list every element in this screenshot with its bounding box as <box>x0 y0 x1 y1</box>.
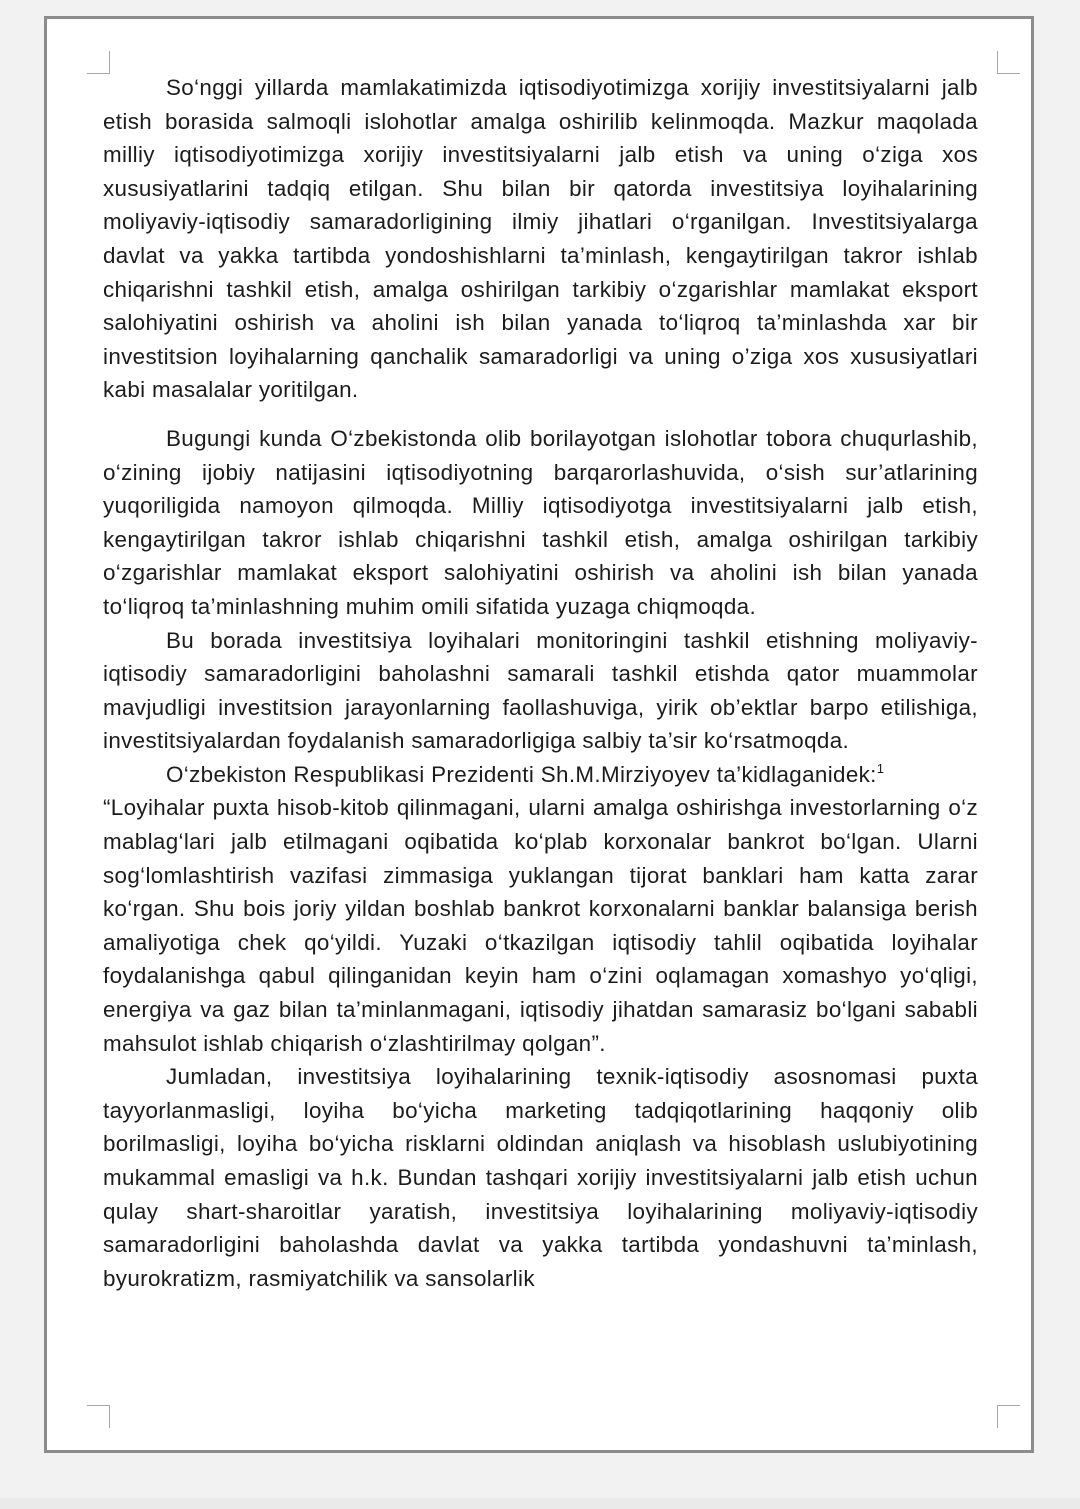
document-body <box>103 71 978 1295</box>
paragraph-4 <box>103 758 978 792</box>
footnote-reference[interactable]: 1 <box>876 760 885 776</box>
margin-corner-bottom-left <box>87 1405 110 1428</box>
bottom-strip <box>0 1498 1080 1509</box>
paragraph-6: Jumladan, investitsiya loyihalarining texnik-iqtisodiy asosnomasi puxta tayyorlanmasligi, loyiha bo‘yicha marketing tadqiqotlarining haqqoniy olib borilmasligi, loyiha bo‘yicha risklarni oldindan aniqlash va hisoblash uslubiyotining mukammal emasligi va h.k. Bundan tashqari xorijiy investitsiyalarni jalb etish uchun qulay shart-sharoitlar yaratish, investitsiya loyihalarining moliyaviy-iqtisodiy samaradorligini baholashda davlat va yakka tartibda yondashuvni ta’minlash, byurokratizm, rasmiyatchilik va sansolarlik <box>103 1064 978 1291</box>
quote-paragraph: “Loyihalar puxta hisob-kitob qilinmagani, ularni amalga oshirishga investorlarning o‘z mablag‘lari jalb etilmagani oqibatida ko‘plab korxonalar bankrot bo‘lgan. Ularni sog‘lomlashtirish vazifasi zimmasiga yuklangan tijorat banklari ham katta zarar ko‘rgan. Shu bois joriy yildan boshlab bankrot korxonalarni banklar balansiga berish amaliyotiga chek qo‘yildi. Yuzaki o‘tkazilgan iqtisodiy tahlil oqibatida loyihalar foydalanishga qabul qilinganidan keyin ham o‘zini oqlamagan xomashyo yo‘qligi, energiya va gaz bilan ta’minlanmagani, iqtisodiy jihatdan samarasiz bo‘lgani sababli mahsulot ishlab chiqarish o‘zlashtirilmay qolgan”. <box>103 795 978 1056</box>
paragraph-1: So‘nggi yillarda mamlakatimizda iqtisodiyotimizga xorijiy investitsiyalarni jalb etish borasida salmoqli islohotlar amalga oshirilib kelinmoqda. Mazkur maqolada milliy iqtisodiyotimizga xorijiy investitsiyalarni jalb etish va uning o‘ziga xos xususiyatlarini tadqiq etilgan. Shu bilan bir qatorda investitsiya loyihalarining moliyaviy-iqtisodiy samaradorligining ilmiy jihatlari o‘rganilgan. Investitsiyalarga davlat va yakka tartibda yondoshishlarni ta’minlash, kengaytirilgan takror ishlab chiqarishni tashkil etish, amalga oshirilgan tarkibiy o‘zgarishlar mamlakat eksport salohiyatini oshirish va aholini ish bilan yanada to‘liqroq ta’minlashda xar bir investitsion loyihalarning qanchalik samaradorligi va uning o’ziga xos xususiyatlari kabi masalalar yoritilgan. <box>103 75 978 403</box>
paragraph-3: Bu borada investitsiya loyihalari monitoringini tashkil etishning moliyaviy- iqtisodiy samaradorligini baholashni samarali tashkil etishda qator muammolar mavjudligi investitsion jarayonlarning faollashuviga, yirik ob’ektlar barpo etilishiga, investitsiyalardan foydalanish samaradorligiga salbiy ta’sir ko‘rsatmoqda. <box>103 627 978 754</box>
paragraph-4-text: O‘zbekiston Respublikasi Prezidenti Sh.M.Mirziyoyev ta’kidlaganidek: <box>166 761 877 787</box>
margin-corner-bottom-right <box>997 1405 1020 1428</box>
margin-corner-top-right <box>997 51 1020 74</box>
paragraph-2: Bugungi kunda O‘zbekistonda olib borilayotgan islohotlar tobora chuqurlashib, o‘zining ijobiy natijasini iqtisodiyotning barqarorlashuvida, o‘sish sur’atlarining yuqoriligida namoyon qilmoqda. Milliy iqtisodiyotga investitsiyalarni jalb etish, kengaytirilgan takror ishlab chiqarishni tashkil etish, amalga oshirilgan tarkibiy o‘zgarishlar mamlakat eksport salohiyatini oshirish va aholini ish bilan yanada to‘liqroq ta’minlashning muhim omili sifatida yuzaga chiqmoqda. <box>103 425 978 619</box>
